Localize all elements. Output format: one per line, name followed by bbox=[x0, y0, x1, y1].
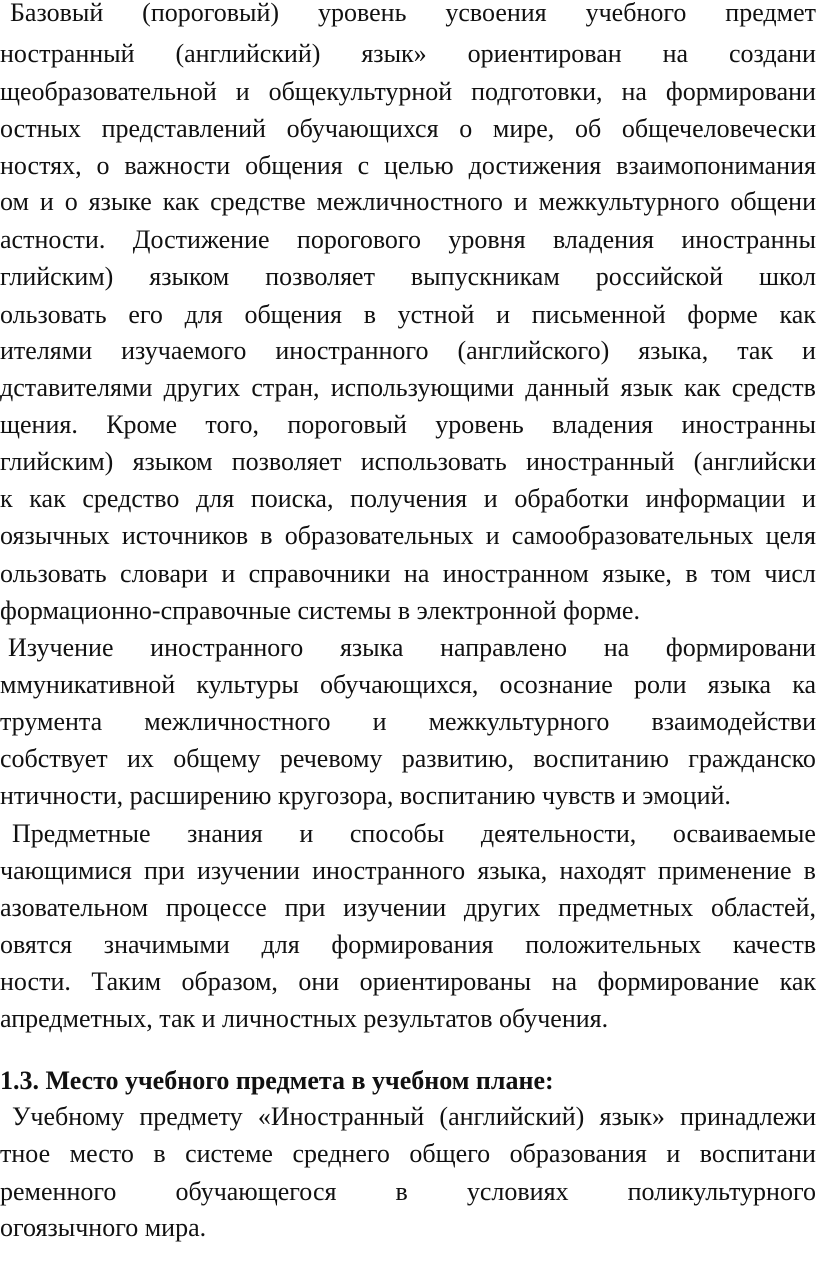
word: уровень bbox=[318, 0, 407, 27]
word: для bbox=[196, 484, 235, 513]
word: школ bbox=[759, 262, 816, 291]
word: с bbox=[357, 151, 370, 180]
text-line bbox=[0, 369, 816, 407]
text-line bbox=[0, 296, 816, 334]
word: ременного bbox=[0, 1177, 117, 1206]
word: о bbox=[64, 187, 78, 216]
word: принадлежи bbox=[680, 1102, 816, 1131]
word: (английски bbox=[693, 447, 816, 476]
word: осознание bbox=[499, 670, 613, 699]
text-line bbox=[0, 815, 816, 853]
text-line bbox=[0, 35, 816, 73]
word: чающимися bbox=[0, 856, 132, 885]
word: об bbox=[574, 114, 602, 143]
word: иностранного bbox=[150, 633, 304, 662]
word: справочники bbox=[248, 559, 391, 588]
word: и bbox=[802, 336, 816, 365]
word: тное bbox=[0, 1139, 51, 1168]
word: развитию, bbox=[401, 744, 514, 773]
word: глийским) bbox=[0, 262, 114, 291]
word: предметных bbox=[558, 893, 694, 922]
word: владения bbox=[552, 410, 654, 439]
word: мире, bbox=[492, 114, 555, 143]
word: взаимопонимания bbox=[616, 151, 816, 180]
word: позволяет bbox=[265, 262, 375, 291]
section-heading: 1.3. Место учебного предмета в учебном плане: bbox=[0, 1066, 554, 1095]
text-line bbox=[0, 258, 816, 296]
word: источников bbox=[121, 521, 249, 550]
word: и bbox=[802, 484, 816, 513]
word: выпускникам bbox=[410, 262, 560, 291]
word: взаимодействи bbox=[651, 707, 816, 736]
word: порогового bbox=[296, 225, 421, 254]
word: языком bbox=[149, 262, 230, 291]
text-line: огоязычного мира. bbox=[0, 1213, 207, 1242]
text-line bbox=[0, 1135, 816, 1173]
word: и bbox=[39, 187, 54, 216]
word: языке, bbox=[602, 559, 672, 588]
text-line: апредметных, так и личностных результатов обучения. bbox=[0, 1004, 609, 1033]
word: Базовый bbox=[10, 0, 104, 27]
text-line bbox=[0, 926, 816, 964]
word: межкультурного bbox=[428, 707, 610, 736]
word: Изучение bbox=[8, 633, 114, 662]
word: стран, bbox=[251, 373, 320, 402]
text-line bbox=[0, 221, 816, 259]
word: Достижение bbox=[132, 225, 270, 254]
word: получения bbox=[350, 484, 468, 513]
word: общени bbox=[730, 187, 816, 216]
word: на bbox=[662, 39, 689, 68]
word: они bbox=[298, 967, 340, 996]
word: щения. bbox=[0, 410, 78, 439]
word: оязычных bbox=[0, 521, 110, 550]
word: других bbox=[163, 373, 241, 402]
word: (английского) bbox=[457, 336, 610, 365]
word: того, bbox=[205, 410, 259, 439]
word: языком bbox=[132, 447, 213, 476]
word: ориентирован bbox=[467, 39, 622, 68]
word: общего bbox=[409, 1139, 491, 1168]
word: образовательных bbox=[284, 521, 474, 550]
word: российской bbox=[595, 262, 724, 291]
text-line bbox=[0, 147, 816, 185]
word: как bbox=[29, 484, 66, 513]
word: языке bbox=[88, 187, 152, 216]
word: использующими bbox=[330, 373, 515, 402]
word: ользовать bbox=[0, 559, 107, 588]
word: как bbox=[684, 373, 721, 402]
word: средств bbox=[731, 373, 816, 402]
word: язык» bbox=[361, 39, 427, 68]
word: формировани bbox=[665, 633, 816, 662]
word: гражданско bbox=[688, 744, 816, 773]
word: применение bbox=[657, 856, 792, 885]
word: языка bbox=[707, 670, 772, 699]
word: образом, bbox=[181, 967, 278, 996]
word: системе bbox=[185, 1139, 273, 1168]
word: астности. bbox=[0, 225, 106, 254]
word: представлений bbox=[101, 114, 266, 143]
word: целя bbox=[765, 521, 816, 550]
word: поиска, bbox=[250, 484, 334, 513]
word: находят bbox=[559, 856, 646, 885]
word: и bbox=[496, 300, 511, 329]
word: к bbox=[0, 484, 13, 513]
word: иностранны bbox=[681, 225, 816, 254]
text-line bbox=[0, 666, 816, 704]
text-line bbox=[0, 480, 816, 518]
word: процессе bbox=[165, 893, 267, 922]
word: обработки bbox=[514, 484, 629, 513]
text-line bbox=[0, 0, 816, 32]
word: ностях, bbox=[0, 151, 82, 180]
word: язык» bbox=[599, 1102, 665, 1131]
word: место bbox=[69, 1139, 134, 1168]
word: ка bbox=[792, 670, 816, 699]
word: их bbox=[126, 744, 154, 773]
word: его bbox=[128, 300, 163, 329]
word: качеств bbox=[732, 930, 816, 959]
text-line: нтичности, расширению кругозора, воспитанию чувств и эмоций. bbox=[0, 781, 731, 810]
word: и bbox=[485, 521, 500, 550]
word: в bbox=[363, 300, 376, 329]
word: предмет bbox=[725, 0, 816, 27]
word: воспитани bbox=[699, 1139, 816, 1168]
word: и bbox=[299, 819, 314, 848]
word: обучающегося bbox=[175, 1177, 337, 1206]
word: на bbox=[621, 77, 647, 106]
word: ммуникативной bbox=[0, 670, 176, 699]
word: числ bbox=[764, 559, 816, 588]
word: и bbox=[666, 1139, 681, 1168]
word: (английский) bbox=[175, 39, 321, 68]
word: изучении bbox=[196, 856, 300, 885]
word: языка, bbox=[477, 856, 548, 885]
text-line bbox=[0, 1098, 816, 1136]
word: в bbox=[260, 521, 273, 550]
word: и bbox=[483, 484, 498, 513]
word: щеобразовательной bbox=[0, 77, 217, 106]
word: областей, bbox=[711, 893, 816, 922]
word: формирования bbox=[331, 930, 494, 959]
word: остных bbox=[0, 114, 81, 143]
word: поликультурного bbox=[627, 1177, 816, 1206]
word: знания bbox=[187, 819, 263, 848]
word: пороговый bbox=[287, 410, 407, 439]
word: для bbox=[261, 930, 300, 959]
word: и bbox=[513, 187, 528, 216]
word: формирование bbox=[597, 967, 760, 996]
word: иностранны bbox=[681, 410, 816, 439]
word: Предметные bbox=[12, 819, 151, 848]
word: среднего bbox=[292, 1139, 390, 1168]
word: культуры bbox=[196, 670, 299, 699]
word: изучаемого bbox=[121, 336, 247, 365]
text-line bbox=[0, 740, 816, 778]
word: ителями bbox=[0, 336, 93, 365]
word: условиях bbox=[466, 1177, 569, 1206]
word: положительных bbox=[525, 930, 702, 959]
word: межличностного bbox=[316, 187, 503, 216]
word: общения bbox=[245, 151, 343, 180]
word: межличностного bbox=[144, 707, 331, 736]
word: иностранном bbox=[442, 559, 589, 588]
text-line bbox=[0, 73, 816, 111]
word: межкультурного bbox=[538, 187, 720, 216]
word: использовать bbox=[360, 447, 507, 476]
word: общекультурной bbox=[268, 77, 453, 106]
word: языка, bbox=[638, 336, 709, 365]
word: уровня bbox=[448, 225, 526, 254]
word: ом bbox=[0, 187, 29, 216]
word: осваиваемые bbox=[672, 819, 816, 848]
word: обучающихся bbox=[286, 114, 439, 143]
text-line bbox=[0, 889, 816, 927]
word: образования bbox=[509, 1139, 647, 1168]
text-line bbox=[0, 517, 816, 555]
text-line bbox=[0, 1173, 816, 1211]
word: в bbox=[395, 1177, 408, 1206]
word: устной bbox=[397, 300, 475, 329]
word: средстве bbox=[210, 187, 306, 216]
word: Таким bbox=[91, 967, 162, 996]
word: средство bbox=[82, 484, 180, 513]
word: о bbox=[96, 151, 110, 180]
word: общечеловечески bbox=[621, 114, 816, 143]
word: важности bbox=[124, 151, 231, 180]
word: письменной bbox=[531, 300, 666, 329]
word: иностранного bbox=[275, 336, 429, 365]
word: общения bbox=[244, 300, 343, 329]
word: форме bbox=[687, 300, 758, 329]
text-line bbox=[0, 703, 816, 741]
word: достижения bbox=[468, 151, 602, 180]
word: в bbox=[803, 856, 816, 885]
text-line bbox=[0, 852, 816, 890]
word: усвоения bbox=[445, 0, 547, 27]
word: изучении bbox=[343, 893, 447, 922]
word: учебного bbox=[585, 0, 687, 27]
word: как bbox=[779, 967, 816, 996]
word: иностранного bbox=[312, 856, 466, 885]
word: том bbox=[710, 559, 751, 588]
word: (английский) bbox=[439, 1102, 585, 1131]
word: при bbox=[284, 893, 326, 922]
word: формировани bbox=[665, 77, 816, 106]
word: информации bbox=[645, 484, 786, 513]
word: речевому bbox=[279, 744, 383, 773]
word: общему bbox=[173, 744, 261, 773]
word: владения bbox=[552, 225, 654, 254]
word: обучающихся, bbox=[319, 670, 479, 699]
text-line bbox=[0, 963, 816, 1001]
word: и bbox=[372, 707, 387, 736]
text-line bbox=[0, 406, 816, 444]
text-line bbox=[0, 555, 816, 593]
word: в bbox=[153, 1139, 166, 1168]
word: словари bbox=[120, 559, 208, 588]
word: так bbox=[737, 336, 774, 365]
word: направлено bbox=[440, 633, 568, 662]
word: роли bbox=[633, 670, 687, 699]
word: как bbox=[779, 300, 816, 329]
text-line bbox=[0, 183, 816, 221]
word: ориентированы bbox=[359, 967, 532, 996]
word: язык bbox=[620, 373, 673, 402]
word: значимыми bbox=[103, 930, 230, 959]
word: на bbox=[403, 559, 430, 588]
word: других bbox=[463, 893, 541, 922]
text-line bbox=[0, 629, 816, 667]
word: способы bbox=[349, 819, 445, 848]
word: как bbox=[162, 187, 200, 216]
word: подготовки, bbox=[471, 77, 603, 106]
word: языка bbox=[339, 633, 404, 662]
word: в bbox=[685, 559, 698, 588]
word: деятельности, bbox=[480, 819, 637, 848]
word: собствует bbox=[0, 744, 108, 773]
word: и bbox=[221, 559, 236, 588]
word: трумента bbox=[0, 707, 103, 736]
word: данный bbox=[525, 373, 610, 402]
word: на bbox=[603, 633, 630, 662]
word: предмету bbox=[139, 1102, 243, 1131]
word: «Иностранный bbox=[257, 1102, 425, 1131]
word: создани bbox=[729, 39, 816, 68]
word: для bbox=[184, 300, 223, 329]
word: воспитанию bbox=[533, 744, 669, 773]
word: овятся bbox=[0, 930, 73, 959]
word: Учебному bbox=[12, 1102, 125, 1131]
word: самообразовательных bbox=[511, 521, 754, 550]
word: ностранный bbox=[0, 39, 135, 68]
word: о bbox=[459, 114, 473, 143]
word: ности. bbox=[0, 967, 71, 996]
word: (пороговый) bbox=[142, 0, 280, 27]
word: ользовать bbox=[0, 300, 107, 329]
word: уровень bbox=[435, 410, 524, 439]
word: глийским) bbox=[0, 447, 114, 476]
word: Кроме bbox=[106, 410, 178, 439]
word: позволяет bbox=[231, 447, 342, 476]
word: на bbox=[551, 967, 578, 996]
word: дставителями bbox=[0, 373, 153, 402]
text-line bbox=[0, 110, 816, 148]
text-line: формационно-справочные системы в электронной форме. bbox=[0, 596, 640, 625]
word: при bbox=[143, 856, 185, 885]
word: и bbox=[235, 77, 250, 106]
word: иностранный bbox=[525, 447, 675, 476]
word: азовательном bbox=[0, 893, 149, 922]
text-line bbox=[0, 332, 816, 370]
word: целью bbox=[384, 151, 454, 180]
text-line bbox=[0, 443, 816, 481]
